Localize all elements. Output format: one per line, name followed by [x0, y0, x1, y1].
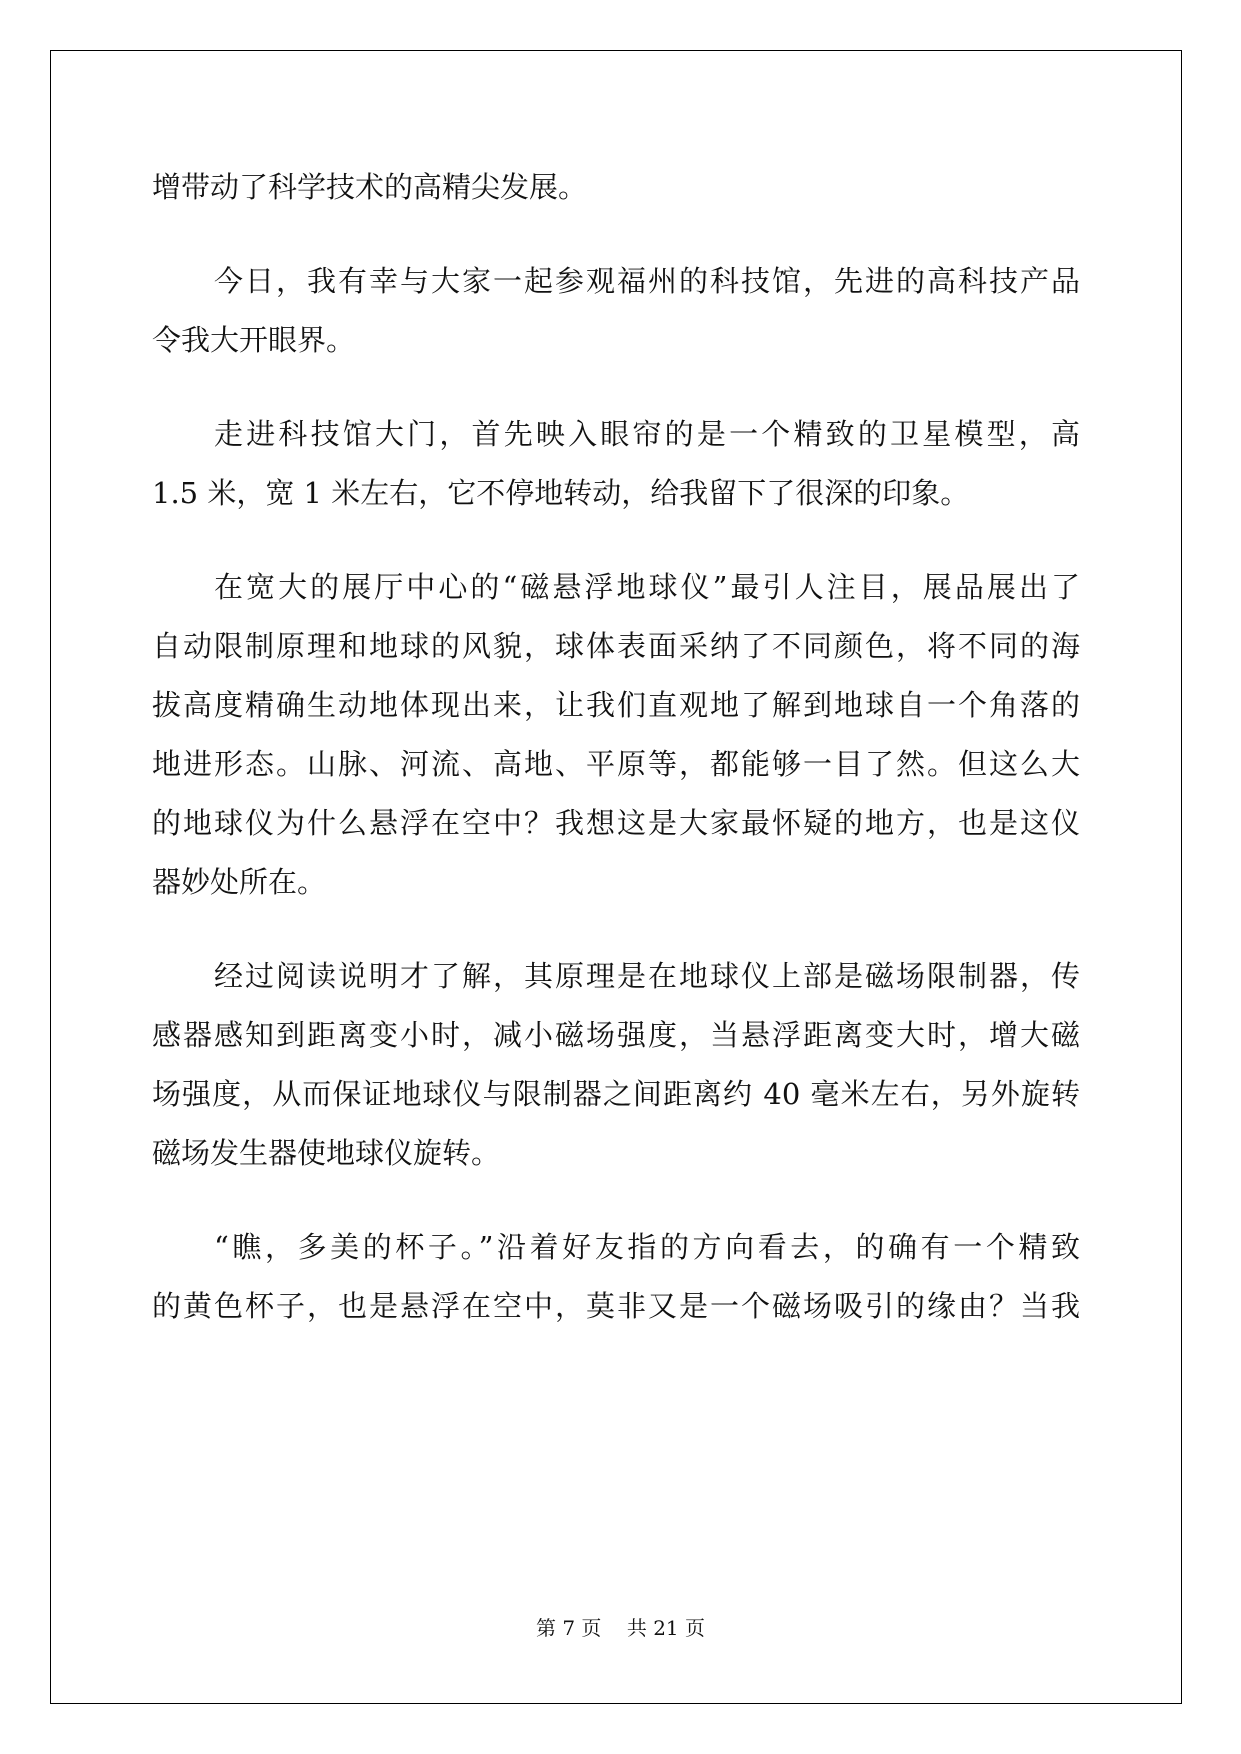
text-line: 拔高度精确生动地体现出来，让我们直观地了解到地球自一个角落的	[152, 688, 1080, 722]
text-line: 感器感知到距离变小时，减小磁场强度，当悬浮距离变大时，增大磁	[152, 1018, 1080, 1052]
text-line: “瞧，多美的杯子。”沿着好友指的方向看去，的确有一个精致	[214, 1230, 1080, 1264]
text-line: 令我大开眼界。	[152, 323, 356, 357]
text-line: 的黄色杯子，也是悬浮在空中，莫非又是一个磁场吸引的缘由？当我	[152, 1289, 1080, 1323]
text-line: 自动限制原理和地球的风貌，球体表面采纳了不同颜色，将不同的海	[152, 629, 1080, 663]
page-footer: 第 7 页 共 21 页	[535, 1616, 706, 1640]
text-line: 磁场发生器使地球仪旋转。	[152, 1136, 501, 1170]
text-line: 场强度，从而保证地球仪与限制器之间距离约 40 毫米左右，另外旋转	[152, 1077, 1080, 1111]
text-line: 今日，我有幸与大家一起参观福州的科技馆，先进的高科技产品	[214, 264, 1080, 298]
text-line: 的地球仪为什么悬浮在空中？我想这是大家最怀疑的地方，也是这仪	[152, 806, 1080, 840]
text-line: 走进科技馆大门，首先映入眼帘的是一个精致的卫星模型，高	[214, 417, 1080, 451]
text-line: 在宽大的展厅中心的“磁悬浮地球仪”最引人注目，展品展出了	[214, 570, 1080, 604]
text-line: 增带动了科学技术的高精尖发展。	[152, 170, 588, 204]
text-line: 1.5 米，宽 1 米左右，它不停地转动，给我留下了很深的印象。	[152, 476, 970, 510]
text-line: 器妙处所在。	[152, 865, 327, 899]
text-line: 地进形态。山脉、河流、高地、平原等，都能够一目了然。但这么大	[152, 747, 1080, 781]
document-body	[152, 158, 1080, 1336]
text-line: 经过阅读说明才了解，其原理是在地球仪上部是磁场限制器，传	[214, 959, 1080, 993]
